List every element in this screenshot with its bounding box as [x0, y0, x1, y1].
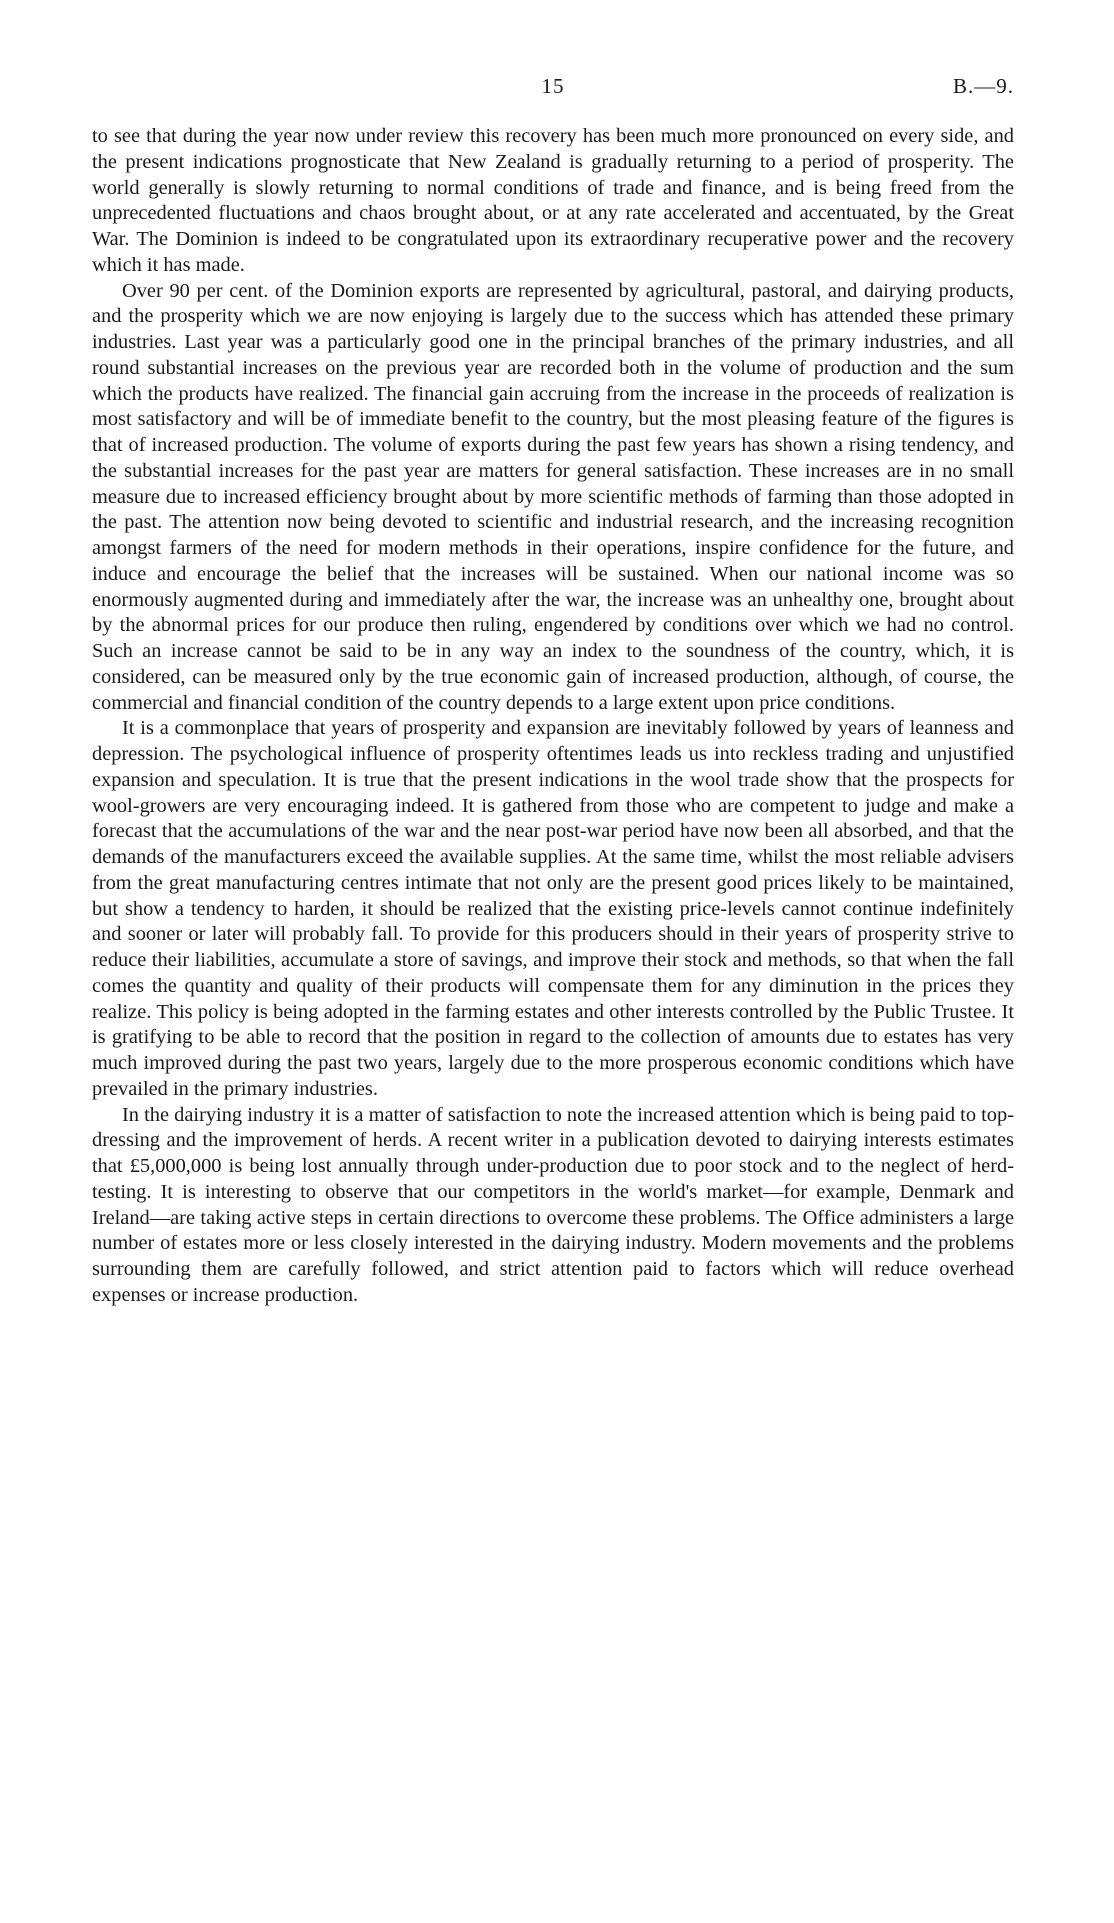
page-header [92, 74, 1014, 104]
body-text [92, 124, 1014, 1309]
paragraph-dairying: In the dairying industry it is a matter of satisfaction to note the increased attention which is being paid to top-dressing and the improvement of herds. A recent writer in a publication devoted to dairying interests estimates that £5,000,000 is being lost annually through under-production due to poor stock and to the neglect of herd-testing. It is interesting to observe that our competitors in the world's market—for example, Denmark and Ireland—are taking active steps in certain directions to overcome these problems. The Office administers a large number of estates more or less closely interested in the dairying industry. Modern movements and the problems surrounding them are carefully followed, and strict attention paid to factors which will reduce overhead expenses or increase production. [92, 1103, 1014, 1306]
paragraph-continued: to see that during the year now under review this recovery has been much more pronounced on every side, and the present indications prognosticate that New Zealand is gradually returning to a period of prosperity. The world generally is slowly returning to normal conditions of trade and finance, and is being freed from the unprecedented fluctuations and chaos brought about, or at any rate accelerated and accentuated, by the Great War. The Dominion is indeed to be congratulated upon its extraordinary recuperative power and the recovery which it has made. [92, 125, 1014, 276]
paragraph-exports: Over 90 per cent. of the Dominion exports are represented by agricultural, pastoral, and dairying products, and the prosperity which we are now enjoying is largely due to the success which has attended these primary industries. Last year was a particularly good one in the principal branches of the primary industries, and all round substantial increases on the previous year are recorded both in the volume of production and the sum which the products have realized. The financial gain accruing from the increase in the proceeds of realization is most satisfactory and will be of immediate benefit to the country, but the most pleasing feature of the figures is that of increased production. The volume of exports during the past few years has shown a rising tendency, and the substantial increases for the past year are matters for general satisfaction. These increases are in no small measure due to increased efficiency brought about by more scientific methods of farming than those adopted in the past. The attention now being devoted to scientific and industrial research, and the increasing recognition amongst farmers of the need for modern methods in their operations, inspire confidence for the future, and induce and encourage the belief that the increases will be sustained. When our national income was so enormously augmented during and immediately after the war, the increase was an unhealthy one, brought about by the abnormal prices for our produce then ruling, engendered by conditions over which we had no control. Such an increase cannot be said to be in any way an index to the soundness of the country, which, it is considered, can be measured only by the true economic gain of increased production, although, of course, the commercial and financial condition of the country depends to a large extent upon price conditions. [92, 279, 1014, 714]
document-reference: B.—9. [952, 74, 1014, 98]
page-number: 15 [541, 74, 565, 98]
paragraph-prosperity: It is a commonplace that years of prosperity and expansion are inevitably followed by years of leanness and depression. The psychological influence of prosperity oftentimes leads us into reckless trading and unjustified expansion and speculation. It is true that the present indications in the wool trade show that the prospects for wool-growers are very encouraging indeed. It is gathered from those who are competent to judge and make a forecast that the accumulations of the war and the near post-war period have now been all absorbed, and that the demands of the manufacturers exceed the available supplies. At the same time, whilst the most reliable advisers from the great manufacturing centres intimate that not only are the present good prices likely to be maintained, but show a tendency to harden, it should be realized that the existing price-levels cannot continue indefinitely and sooner or later will probably fall. To provide for this producers should in their years of prosperity strive to reduce their liabilities, accumulate a store of savings, and improve their stock and methods, so that when the fall comes the quantity and quality of their products will compensate them for any diminution in the prices they realize. This policy is being adopted in the farming estates and other interests controlled by the Public Trustee. It is gratifying to be able to record that the position in regard to the collection of amounts due to estates has very much improved during the past two years, largely due to the more prosperous economic conditions which have prevailed in the primary industries. [92, 717, 1014, 1100]
